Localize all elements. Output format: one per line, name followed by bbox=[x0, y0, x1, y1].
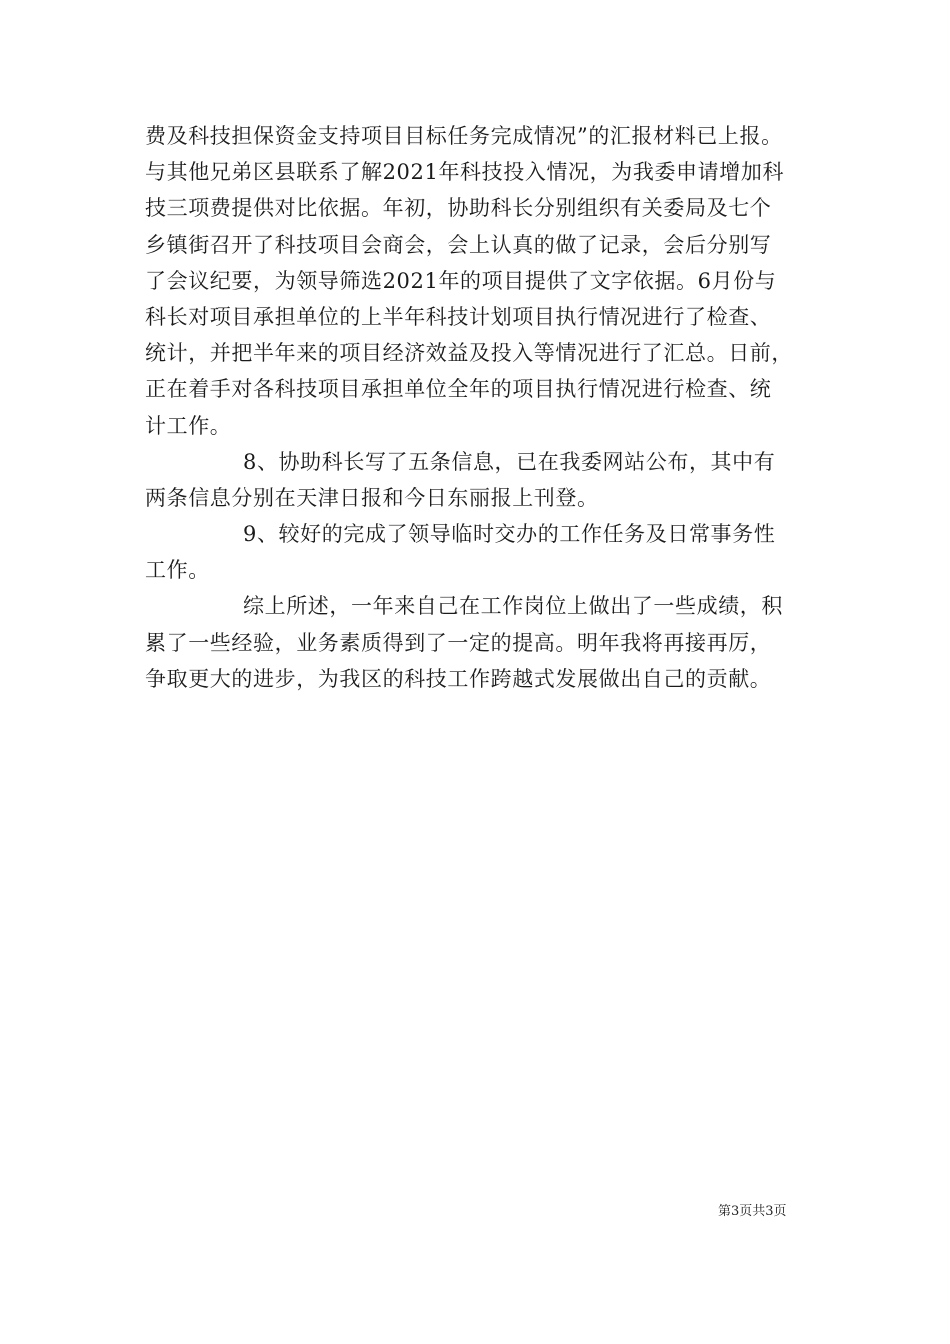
text-line: 乡镇街召开了科技项目会商会，会上认真的做了记录，会后分别写 bbox=[145, 232, 772, 257]
text-line: 统计，并把半年来的项目经济效益及投入等情况进行了汇总。日前， bbox=[145, 341, 793, 366]
text-line: 累了一些经验，业务素质得到了一定的提高。明年我将再接再厉， bbox=[145, 630, 772, 655]
text-line: 9、较好的完成了领导临时交办的工作任务及日常事务性 bbox=[243, 522, 776, 547]
paragraph-summary bbox=[145, 588, 813, 697]
paragraph-continuation bbox=[145, 118, 813, 444]
text-line: 费及科技担保资金支持项目目标任务完成情况”的汇报材料已上报。 bbox=[145, 124, 783, 148]
text-line: 争取更大的进步，为我区的科技工作跨越式发展做出自己的贡献。 bbox=[145, 666, 772, 691]
text-line: 综上所述，一年来自己在工作岗位上做出了一些成绩，积 bbox=[243, 594, 783, 619]
text-line: 正在着手对各科技项目承担单位全年的项目执行情况进行检查、统 bbox=[145, 377, 772, 402]
text-line: 科长对项目承担单位的上半年科技计划项目执行情况进行了检查、 bbox=[145, 304, 772, 329]
text-line: 了会议纪要，为领导筛选2021年的项目提供了文字依据。6月份与 bbox=[145, 268, 777, 293]
text-line: 工作。 bbox=[145, 558, 210, 583]
paragraph-item-9 bbox=[145, 516, 813, 588]
text-line: 8、协助科长写了五条信息，已在我委网站公布，其中有 bbox=[243, 449, 776, 474]
document-body bbox=[145, 118, 813, 697]
text-line: 两条信息分别在天津日报和今日东丽报上刊登。 bbox=[145, 485, 599, 510]
text-line: 技三项费提供对比依据。年初，协助科长分别组织有关委局及七个 bbox=[145, 196, 772, 221]
text-line: 与其他兄弟区县联系了解2021年科技投入情况，为我委申请增加科 bbox=[145, 160, 785, 185]
page-number-footer: 第3页共3页 bbox=[718, 1204, 787, 1219]
text-line: 计工作。 bbox=[145, 413, 232, 438]
paragraph-item-8 bbox=[145, 444, 813, 516]
